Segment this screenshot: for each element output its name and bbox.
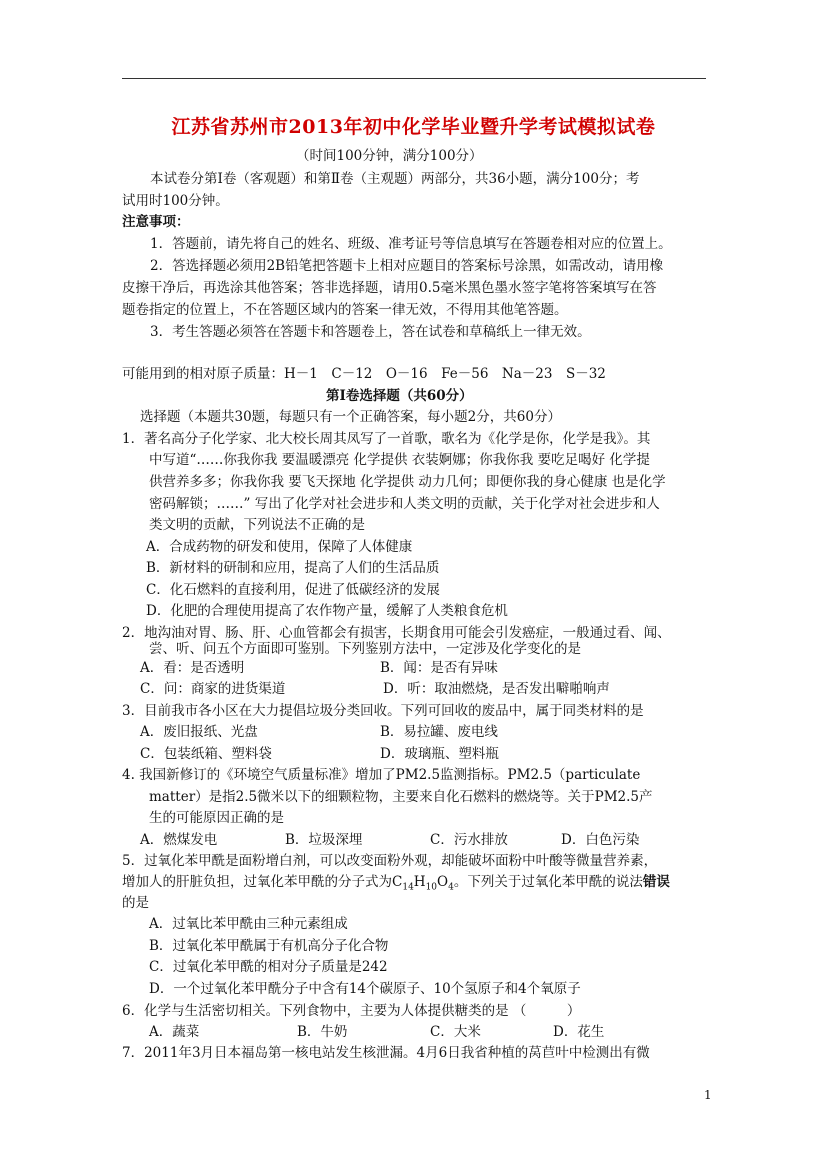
q5-sub-h: 10 — [425, 882, 438, 893]
q4-option-a: A．燃煤发电 — [140, 832, 218, 848]
page-title: 江苏省苏州市2013年初中化学毕业暨升学考试模拟试卷 — [171, 116, 656, 138]
header-rule — [122, 78, 706, 79]
page-number: 1 — [704, 1088, 712, 1102]
atomic-masses: 可能用到的相对原子质量：H－1 C－12 O－16 Fe－56 Na－23 S－32 — [122, 366, 606, 382]
q6-option-c: C．大米 — [430, 1024, 481, 1040]
intro-line-2: 试用时100分钟。 — [122, 193, 229, 209]
q5-option-c: C．过氧化苯甲酰的相对分子质量是242 — [149, 959, 388, 975]
q4-option-b: B．垃圾深埋 — [285, 832, 363, 848]
q5-text-pre: 增加人的肝脏负担，过氧化苯甲酰的分子式为C — [122, 874, 403, 890]
q5-option-b: B．过氧化苯甲酰属于有机高分子化合物 — [149, 938, 389, 954]
q3-option-c: C．包装纸箱、塑料袋 — [140, 746, 272, 762]
notice-item-2a: 2．答选择题必须用2B铅笔把答题卡上相对应题目的答案标号涂黑，如需改动，请用橡 — [150, 258, 664, 274]
time-info: （时间100分钟，满分100分） — [296, 148, 483, 164]
q5-line-2 — [122, 872, 670, 898]
q1-line-4: 密码解锁；……” 写出了化学对社会进步和人类文明的贡献，关于化学对社会进步和人 — [149, 496, 660, 512]
intro-line-1: 本试卷分第Ⅰ卷（客观题）和第Ⅱ卷（主观题）两部分，共36小题，满分100分；考 — [150, 171, 640, 187]
q5-text-o: O — [437, 874, 449, 890]
q5-emphasis: 错误 — [642, 874, 670, 890]
q1-option-c: C．化石燃料的直接利用，促进了低碳经济的发展 — [146, 582, 440, 598]
q7-line-1: 7．2011年3月日本福岛第一核电站发生核泄漏。4月6日我省种植的莴苣叶中检测出有微 — [122, 1045, 650, 1061]
q6-option-a: A．蔬菜 — [149, 1024, 200, 1040]
q3-option-b: B．易拉罐、废电线 — [380, 724, 498, 740]
q1-line-5: 类文明的贡献，下列说法不正确的是 — [149, 517, 365, 533]
q3-option-d: D．玻璃瓶、塑料瓶 — [380, 746, 499, 762]
q4-line-2: matter）是指2.5微米以下的细颗粒物，主要来自化石燃料的燃烧等。关于PM2.5产 — [149, 789, 653, 805]
notice-item-2c: 题卷指定的位置上，不在答题区域内的答案一律无效，不得用其他笔答题。 — [122, 302, 568, 318]
q4-option-d: D．白色污染 — [561, 832, 640, 848]
q6-option-b: B．牛奶 — [297, 1024, 348, 1040]
q2-option-b: B．闻：是否有异味 — [380, 660, 498, 676]
q1-line-3: 供营养多多；你我你我 要飞天探地 化学提供 动力几何；即便你我的身心健康 也是化学 — [149, 474, 666, 490]
q2-option-c: C．问：商家的进货渠道 — [140, 681, 286, 697]
q5-option-d: D．一个过氧化苯甲酰分子中含有14个碳原子、10个氢原子和4个氧原子 — [149, 981, 581, 997]
q1-option-b: B．新材料的研制和应用，提高了人们的生活品质 — [146, 560, 440, 576]
q1-option-d: D．化肥的合理使用提高了农作物产量，缓解了人类粮食危机 — [146, 603, 508, 619]
q2-line-1: 2．地沟油对胃、肠、肝、心血管都会有损害，长期食用可能会引发癌症，一般通过看、闻、 — [122, 625, 671, 641]
q5-text-h: H — [413, 874, 426, 890]
q4-option-c: C．污水排放 — [430, 832, 508, 848]
section-title: 第Ⅰ卷选择题（共60分） — [326, 388, 473, 404]
q5-sub-c: 14 — [402, 882, 414, 893]
q4-line-1: 4. 我国新修订的《环境空气质量标准》增加了PM2.5监测指标。PM2.5（particulate — [122, 767, 641, 783]
q2-option-d: D．听：取油燃烧，是否发出噼啪响声 — [383, 681, 610, 697]
section-desc: 选择题（本题共30题，每题只有一个正确答案，每小题2分，共60分） — [140, 409, 561, 425]
q5-option-a: A．过氧比苯甲酰由三种元素组成 — [149, 916, 348, 932]
q6-option-d: D．花生 — [553, 1024, 605, 1040]
q6-line-1: 6．化学与生活密切相关。下列食物中，主要为人体提供糖类的是 （ ） — [122, 1003, 581, 1019]
notice-item-3: 3．考生答题必须答在答题卡和答题卷上，答在试卷和草稿纸上一律无效。 — [150, 324, 591, 340]
q5-line-1: 5．过氧化苯甲酰是面粉增白剂，可以改变面粉外观，却能破坏面粉中叶酸等微量营养素， — [122, 853, 658, 869]
notice-item-1: 1．答题前，请先将自己的姓名、班级、准考证号等信息填写在答题卷相对应的位置上。 — [150, 236, 672, 252]
q1-line-1: 1．著名高分子化学家、北大校长周其凤写了一首歌，歌名为《化学是你，化学是我》。其 — [122, 431, 651, 447]
q2-line-2: 尝、听、问五个方面即可鉴别。下列鉴别方法中，一定涉及化学变化的是 — [149, 641, 581, 657]
q1-line-2: 中写道“……你我你我 要温暖漂亮 化学提供 衣装婀娜；你我你我 要吃足喝好 化学提 — [149, 452, 650, 468]
q3-option-a: A．废旧报纸、光盘 — [140, 724, 258, 740]
q5-sub-o: 4 — [448, 882, 454, 893]
q1-option-a: A．合成药物的研发和使用，保障了人体健康 — [146, 539, 413, 555]
q5-text-post: 。下列关于过氧化苯甲酰的说法 — [453, 874, 643, 890]
notice-item-2b: 皮擦干净后，再选涂其他答案；答非选择题，请用0.5毫米黑色墨水签字笔将答案填写在答 — [122, 280, 657, 296]
q2-option-a: A．看：是否透明 — [140, 660, 245, 676]
q4-line-3: 生的可能原因正确的是 — [149, 810, 284, 826]
q3-line-1: 3．目前我市各小区在大力提倡垃圾分类回收。下列可回收的废品中，属于同类材料的是 — [122, 703, 644, 719]
notice-heading: 注意事项： — [122, 214, 190, 230]
q5-line-3: 的是 — [122, 895, 149, 911]
